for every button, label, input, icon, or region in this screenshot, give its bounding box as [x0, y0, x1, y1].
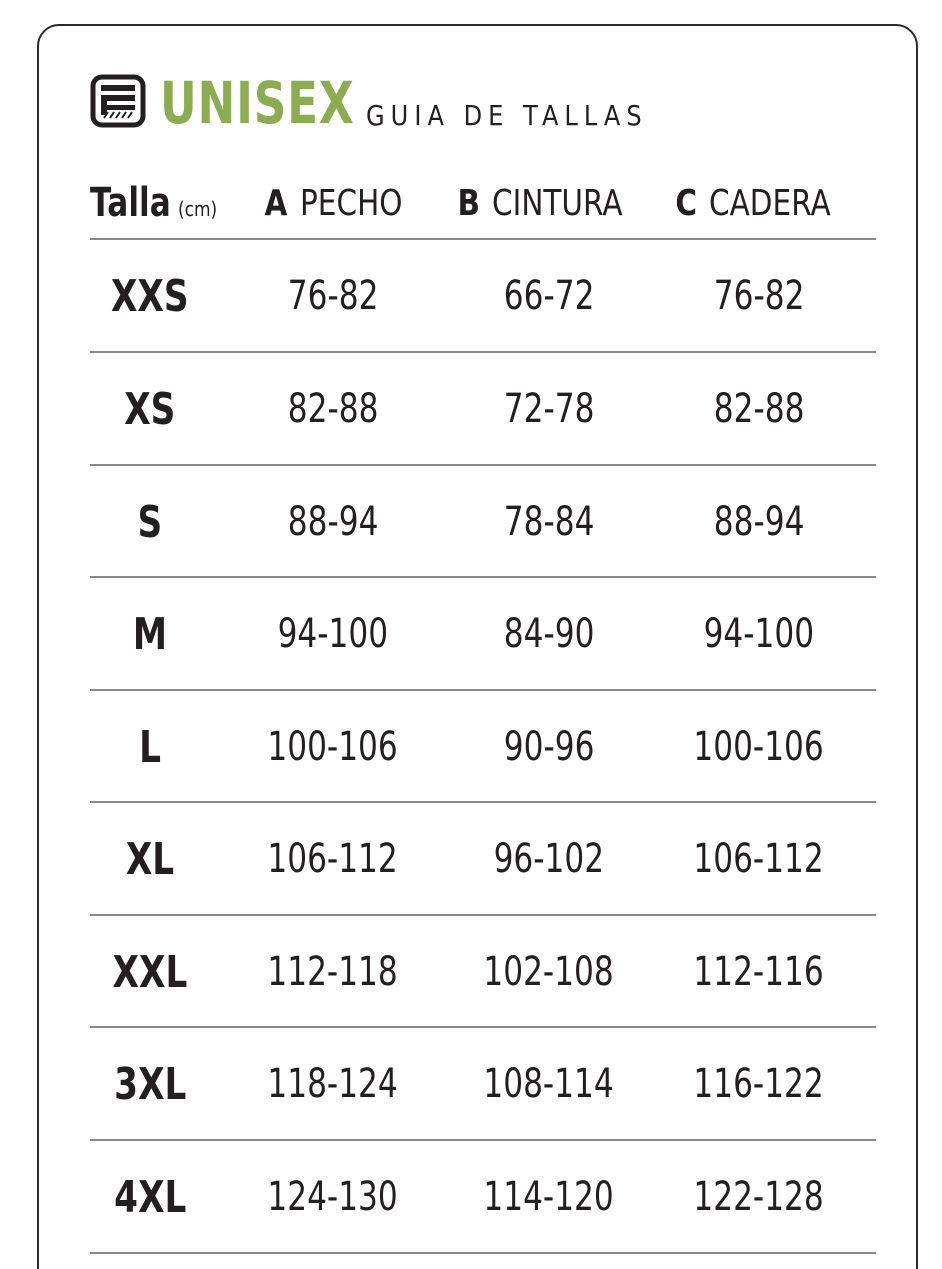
- pecho-cell: 106-112: [267, 836, 399, 882]
- cintura-cell: 72-78: [503, 386, 595, 432]
- cadera-cell: 112-116: [693, 949, 825, 995]
- table-row: [90, 1028, 876, 1140]
- size-cell: XS: [124, 383, 176, 435]
- table-row: [90, 466, 876, 578]
- table-row: [90, 691, 876, 803]
- guide-subtitle: GUIA DE TALLAS: [366, 99, 648, 132]
- table-row: [90, 916, 876, 1028]
- size-cell: XXS: [111, 270, 189, 322]
- cintura-cell: 90-96: [503, 724, 595, 770]
- cadera-cell: 122-128: [693, 1174, 825, 1220]
- size-cell: XXL: [112, 946, 188, 998]
- pecho-cell: 100-106: [267, 724, 399, 770]
- shirt-tag-icon: [90, 74, 146, 128]
- cadera-cell: 116-122: [693, 1061, 825, 1107]
- pecho-cell: 76-82: [287, 273, 379, 319]
- cintura-cell: 108-114: [483, 1061, 615, 1107]
- cadera-cell: 88-94: [713, 499, 805, 545]
- cintura-cell: 66-72: [503, 273, 595, 319]
- column-header-cadera: [673, 178, 858, 228]
- cadera-cell: 106-112: [693, 836, 825, 882]
- cadera-cell: 82-88: [713, 386, 805, 432]
- column-header-size: [90, 178, 224, 228]
- column-header-pecho: [262, 178, 425, 228]
- pecho-cell: 94-100: [277, 611, 389, 657]
- cadera-cell: 76-82: [713, 273, 805, 319]
- unit-label: (cm): [177, 197, 217, 221]
- cintura-cell: 114-120: [483, 1174, 615, 1220]
- column-label-cintura: CINTURA: [492, 182, 624, 224]
- brand-title: UNISEX: [160, 69, 355, 137]
- cintura-cell: 84-90: [503, 611, 595, 657]
- cintura-cell: 96-102: [493, 836, 605, 882]
- column-letter-c: C: [675, 182, 698, 224]
- table-row: [90, 578, 876, 690]
- cintura-cell: 102-108: [483, 949, 615, 995]
- size-cell: S: [137, 496, 163, 548]
- pecho-cell: 124-130: [267, 1174, 399, 1220]
- table-row: [90, 240, 876, 352]
- column-header-cintura: [455, 178, 652, 228]
- size-column-label: Talla: [90, 180, 171, 226]
- cadera-cell: 94-100: [703, 611, 815, 657]
- pecho-cell: 112-118: [267, 949, 399, 995]
- column-label-cadera: CADERA: [709, 182, 832, 224]
- size-cell: XL: [125, 833, 175, 885]
- size-cell: 4XL: [113, 1171, 187, 1223]
- column-letter-b: B: [457, 182, 480, 224]
- size-cell: 3XL: [113, 1058, 187, 1110]
- cintura-cell: 78-84: [503, 499, 595, 545]
- size-cell: M: [132, 608, 168, 660]
- table-row: [90, 1141, 876, 1253]
- column-letter-a: A: [264, 182, 288, 224]
- table-row: [90, 353, 876, 465]
- column-label-pecho: PECHO: [299, 182, 403, 224]
- row-divider: [90, 1252, 876, 1254]
- pecho-cell: 88-94: [287, 499, 379, 545]
- pecho-cell: 82-88: [287, 386, 379, 432]
- cadera-cell: 100-106: [693, 724, 825, 770]
- size-guide-header: [90, 69, 694, 137]
- table-row: [90, 803, 876, 915]
- size-cell: L: [139, 721, 161, 773]
- pecho-cell: 118-124: [267, 1061, 399, 1107]
